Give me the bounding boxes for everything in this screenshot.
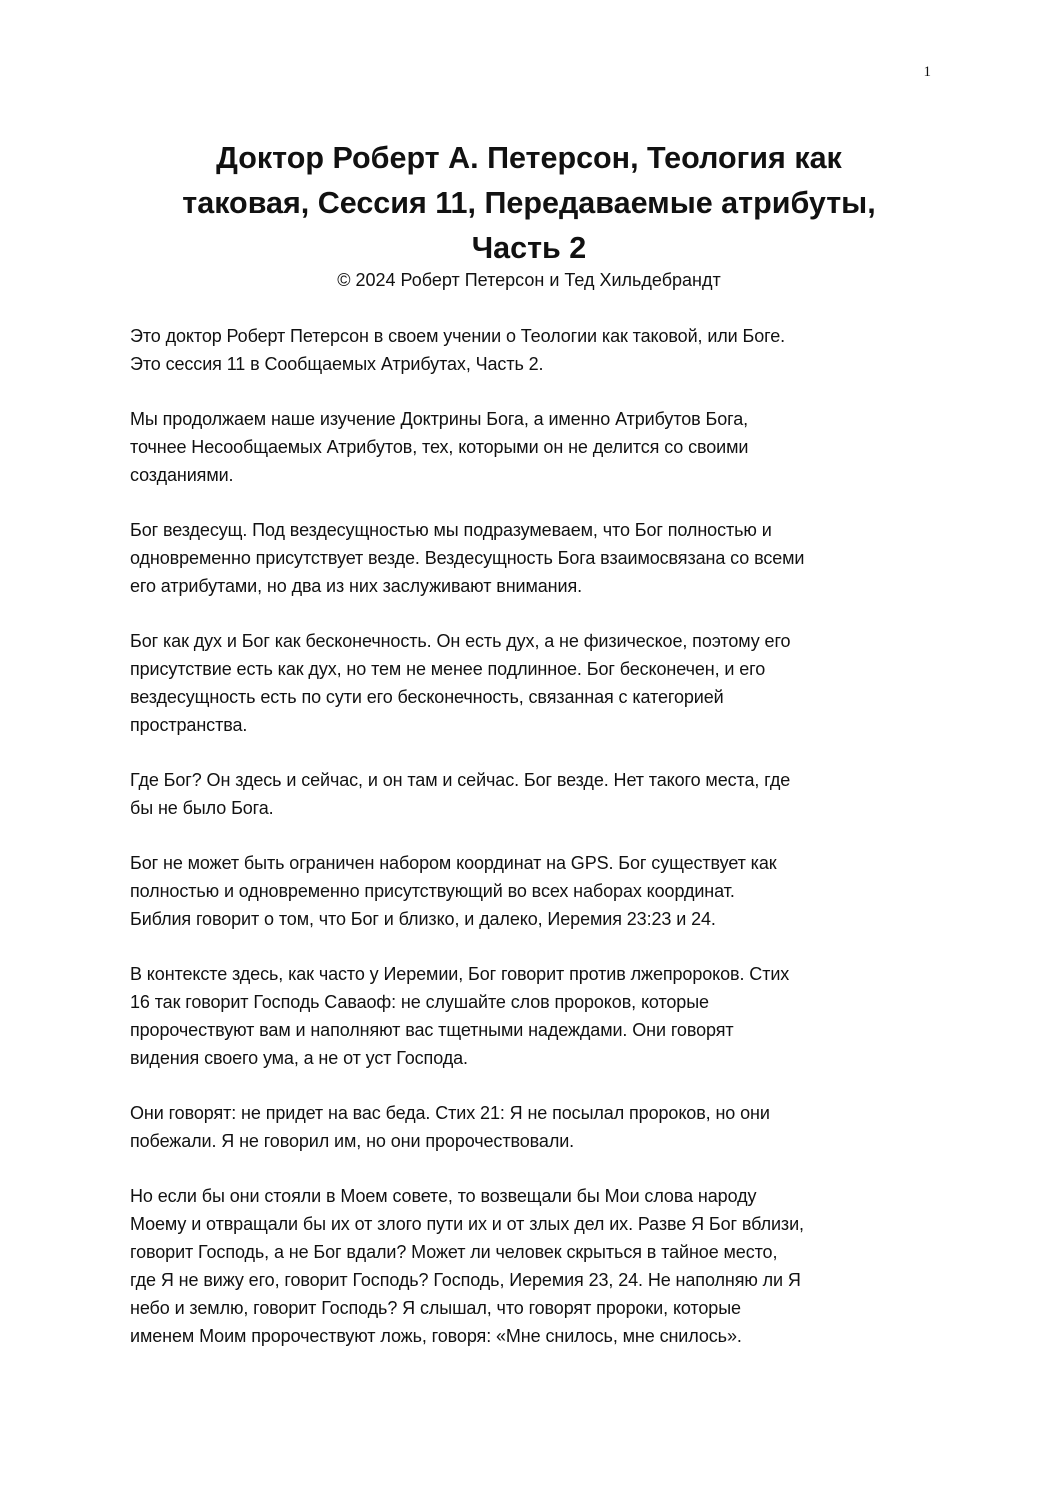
text-line: точнее Несообщаемых Атрибутов, тех, которыми он не делится со своими [130, 437, 749, 457]
text-line: Где Бог? Он здесь и сейчас, и он там и сейчас. Бог везде. Нет такого места, где [130, 770, 791, 790]
paragraph [130, 766, 930, 822]
paragraph [130, 960, 930, 1072]
text-line: Бог не может быть ограничен набором координат на GPS. Бог существует как [130, 853, 777, 873]
paragraph [130, 405, 930, 489]
document-title [130, 136, 928, 271]
paragraph [130, 1182, 930, 1350]
text-line: говорит Господь, а не Бог вдали? Может ли человек скрыться в тайное место, [130, 1242, 778, 1262]
text-line: Они говорят: не придет на вас беда. Стих 21: Я не посылал пророков, но они [130, 1103, 770, 1123]
text-line: вездесущность есть по сути его бесконечность, связанная с категорией [130, 687, 724, 707]
text-line: бы не было Бога. [130, 798, 274, 818]
title-line: Часть 2 [471, 231, 587, 265]
paragraph [130, 322, 930, 378]
text-line: именем Моим пророчествуют ложь, говоря: «Мне снилось, мне снилось». [130, 1326, 742, 1346]
page-number: 1 [923, 64, 931, 80]
text-line: небо и землю, говорит Господь? Я слышал, что говорят пророки, которые [130, 1298, 741, 1318]
text-line: Это доктор Роберт Петерсон в своем учении о Теологии как таковой, или Боге. [130, 326, 786, 346]
text-line: Мы продолжаем наше изучение Доктрины Бога, а именно Атрибутов Бога, [130, 409, 749, 429]
text-line: 16 так говорит Господь Саваоф: не слушайте слов пророков, которые [130, 992, 709, 1012]
paragraph [130, 627, 930, 739]
text-line: пророчествуют вам и наполняют вас тщетными надеждами. Они говорят [130, 1020, 734, 1040]
text-line: созданиями. [130, 465, 234, 485]
text-line: где Я не вижу его, говорит Господь? Господь, Иеремия 23, 24. Не наполняю ли Я [130, 1270, 801, 1290]
text-line: видения своего ума, а не от уст Господа. [130, 1048, 468, 1068]
text-line: присутствие есть как дух, но тем не менее подлинное. Бог бесконечен, и его [130, 659, 766, 679]
text-line: полностью и одновременно присутствующий во всех наборах координат. [130, 881, 735, 901]
title-line: Доктор Роберт А. Петерсон, Теология как [216, 141, 842, 175]
text-line: пространства. [130, 715, 248, 735]
text-line: его атрибутами, но два из них заслуживают внимания. [130, 576, 583, 596]
text-line: Это сессия 11 в Сообщаемых Атрибутах, Часть 2. [130, 354, 544, 374]
paragraph [130, 849, 930, 933]
text-line: Моему и отвращали бы их от злого пути их и от злых дел их. Разве Я Бог вблизи, [130, 1214, 804, 1234]
text-line: Бог как дух и Бог как бесконечность. Он есть дух, а не физическое, поэтому его [130, 631, 791, 651]
text-line: В контексте здесь, как часто у Иеремии, Бог говорит против лжепророков. Стих [130, 964, 790, 984]
text-line: Библия говорит о том, что Бог и близко, и далеко, Иеремия 23:23 и 24. [130, 909, 716, 929]
paragraph [130, 516, 930, 600]
document-body [130, 322, 930, 1377]
text-line: Бог вездесущ. Под вездесущностью мы подразумеваем, что Бог полностью и [130, 520, 772, 540]
paragraph [130, 1099, 930, 1155]
text-line: побежали. Я не говорил им, но они пророчествовали. [130, 1131, 575, 1151]
text-line: одновременно присутствует везде. Вездесущность Бога взаимосвязана со всеми [130, 548, 805, 568]
text-line: Но если бы они стояли в Моем совете, то возвещали бы Мои слова народу [130, 1186, 757, 1206]
title-line: таковая, Сессия 11, Передаваемые атрибуты, [182, 186, 876, 220]
copyright-notice: © 2024 Роберт Петерсон и Тед Хильдебрандт [337, 270, 721, 290]
